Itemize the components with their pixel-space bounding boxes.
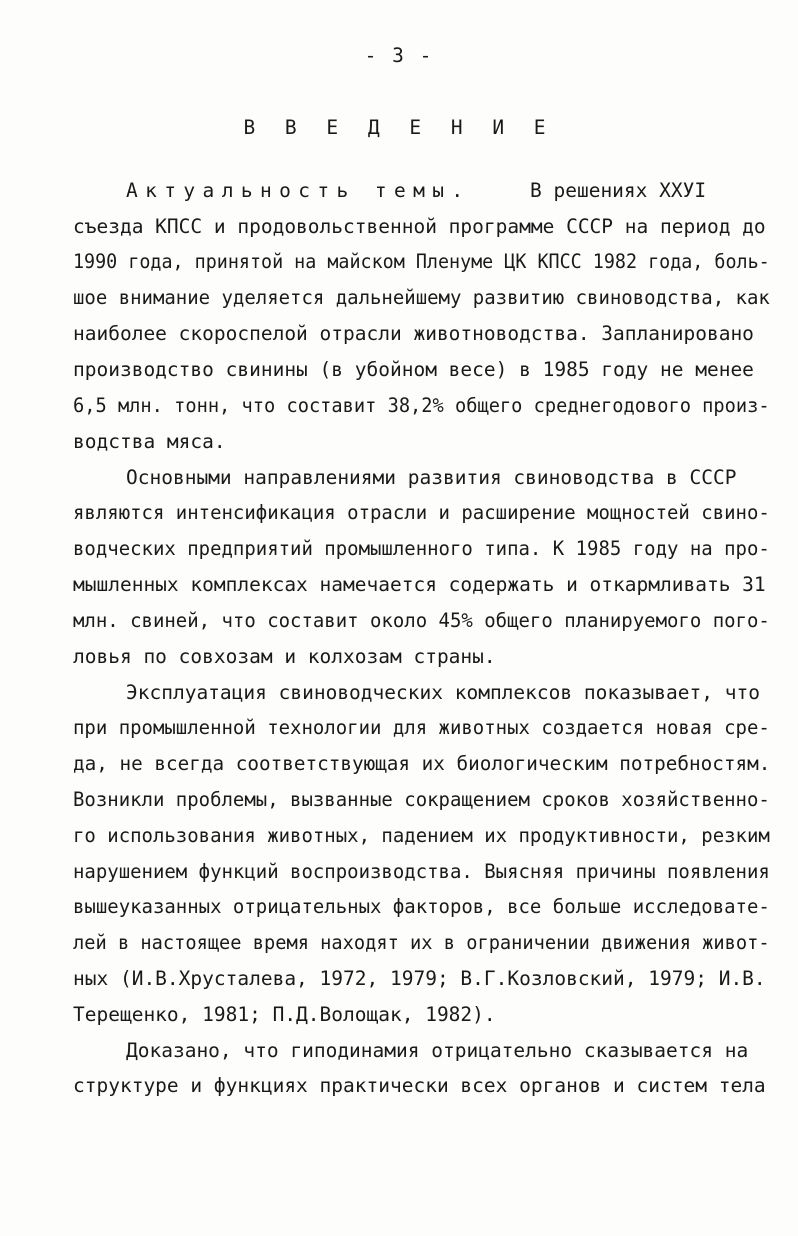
text-line: В решениях ХХУI — [530, 179, 707, 202]
text-line: 1990 года, принятой на майском Пленуме ЦК КПСС 1982 года, боль- — [73, 250, 770, 273]
text-line: Эксплуатация свиноводческих комплексов показывает, что — [126, 681, 760, 704]
text-line: ловья по совхозам и колхозам страны. — [73, 645, 496, 668]
text-line: наиболее скороспелой отрасли животноводства. Запланировано — [73, 322, 754, 345]
text-line: шое внимание уделяется дальнейшему развитию свиноводства, как — [73, 286, 770, 309]
section-heading: В В Е Д Е Н И Е — [243, 116, 555, 139]
text-line: лей в настоящее время находят их в ограничении движения живот- — [73, 931, 770, 954]
text-line: структуре и функциях практически всех органов и систем тела — [73, 1074, 766, 1097]
text-line: вышеуказанных отрицательных факторов, все больше исследовате- — [73, 895, 770, 918]
text-line: да, не всегда соответствующая их биологическим потребностям. — [73, 752, 771, 775]
paragraph-lead: Актуальность темы. — [126, 179, 471, 202]
text-line: 6,5 млн. тонн, что составит 38,2% общего среднегодового произ- — [73, 394, 770, 417]
text-line: нарушением функций воспроизводства. Выясняя причины появления — [73, 860, 770, 883]
text-line: Основными направлениями развития свиноводства в СССР — [126, 466, 737, 489]
text-line: млн. свиней, что составит около 45% общего планируемого пого- — [73, 609, 770, 632]
text-line: го использования животных, падением их продуктивности, резким — [73, 824, 770, 847]
text-line: Терещенко, 1981; П.Д.Волощак, 1982). — [73, 1003, 496, 1026]
text-line: при промышленной технологии для животных создается новая сре- — [73, 716, 770, 739]
text-line: производство свинины (в убойном весе) в 1985 году не менее — [73, 358, 754, 381]
text-line: Возникли проблемы, вызванные сокращением сроков хозяйственно- — [73, 788, 770, 811]
text-line: водческих предприятий промышленного типа. К 1985 году на про- — [73, 537, 770, 560]
text-line: съезда КПСС и продовольственной программе СССР на период до — [73, 215, 766, 238]
text-line: водства мяса. — [73, 430, 226, 453]
text-line: Доказано, что гиподинамия отрицательно сказывается на — [126, 1039, 749, 1062]
text-line: являются интенсификация отрасли и расширение мощностей свино- — [73, 501, 770, 524]
text-line: мышленных комплексах намечается содержать и откармливать 31 — [73, 573, 766, 596]
page-number: - 3 - — [364, 44, 434, 67]
text-line: ных (И.В.Хрусталева, 1972, 1979; В.Г.Козловский, 1979; И.В. — [73, 967, 766, 990]
